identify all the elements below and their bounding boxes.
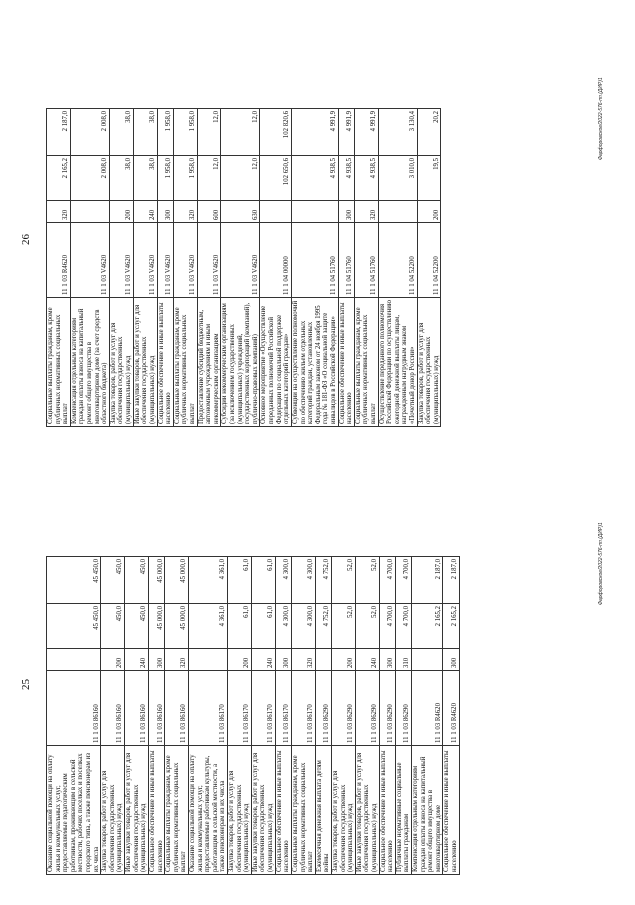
row-code: 11 1 03 86160 [47,671,101,746]
row-code: 11 1 03 86290 [315,671,331,746]
row-code: 11 1 03 R4620 [47,223,71,298]
row-description: Ежемесячная денежная выплата детям войны [315,746,331,875]
row-expense-type [47,649,101,671]
row-description: Закупка товаров, работ и услуг для обеспечения государственных (муниципальных) нужд [417,298,441,427]
row-value-2024: 1 958,0 [157,109,173,156]
row-code: 11 1 04 52200 [378,223,417,298]
row-expense-type [315,649,331,671]
row-code: 11 1 03 86170 [228,671,252,746]
row-description: Социальное обеспечение и иные выплаты населению [379,746,395,875]
row-value-2023: 4 700,0 [379,604,395,649]
row-code: 11 1 03 86170 [291,671,315,746]
row-expense-type [378,201,417,223]
row-code: 11 1 03 86290 [355,671,379,746]
page-number-26: 26 [20,234,32,245]
row-value-2023: 450,0 [125,604,149,649]
table-row [47,557,101,875]
row-description: Основное мероприятие «Осуществление переданных полномочий Российской Федерации по социальной поддержке отдельных категорий граждан» [260,298,291,427]
row-value-2024: 4 700,0 [379,557,395,604]
row-description: Предоставление субсидий бюджетным, автономным учреждениям и иным некоммерческим организациям [197,298,221,427]
row-description: Закупка товаров, работ и услуг для обеспечения государственных (муниципальных) нужд [228,746,252,875]
row-description: Иные закупки товаров, работ и услуг для обеспечения государственных (муниципальных) нужд [251,746,275,875]
table-row [251,557,275,875]
row-expense-type: 300 [275,649,291,671]
row-value-2024: 45 000,0 [148,557,164,604]
row-value-2024: 45 000,0 [165,557,189,604]
row-value-2024: 2 187,0 [412,557,443,604]
row-code: 11 1 03 R4620 [443,671,459,746]
row-expense-type: 600 [197,201,221,223]
row-value-2024: 20,2 [417,109,441,156]
row-code: 11 1 03 86170 [251,671,275,746]
table-row [379,557,395,875]
row-value-2023: 19,5 [417,156,441,201]
row-value-2024: 52,0 [331,557,355,604]
page-number-25: 25 [20,679,32,690]
row-value-2024: 4 752,0 [315,557,331,604]
row-value-2023: 52,0 [355,604,379,649]
row-code: 11 1 03 86290 [379,671,395,746]
row-value-2024: 450,0 [125,557,149,604]
row-description: Социальные выплаты гражданам, кроме публичных нормативных социальных выплат [173,298,197,427]
row-expense-type: 320 [291,649,315,671]
row-expense-type: 240 [125,649,149,671]
row-expense-type: 240 [251,649,275,671]
row-value-2023: 12,0 [221,156,260,201]
row-description: Иные закупки товаров, работ и услуг для обеспечения государственных (муниципальных) нужд [125,746,149,875]
table-row [331,557,355,875]
row-description: Социальные выплаты гражданам, кроме публичных нормативных социальных выплат [354,298,378,427]
row-code: 11 1 03 R4620 [412,671,443,746]
row-expense-type: 200 [109,201,133,223]
row-description: Иные закупки товаров, работ и услуг для обеспечения государственных (муниципальных) нужд [133,298,157,427]
row-value-2023: 45 000,0 [148,604,164,649]
row-value-2024: 450,0 [101,557,125,604]
row-code: 11 1 04 51760 [338,223,354,298]
table-row [197,109,221,427]
row-expense-type: 300 [148,649,164,671]
row-expense-type: 300 [379,649,395,671]
row-value-2024: 61,0 [228,557,252,604]
row-code: 11 1 03 86160 [148,671,164,746]
row-value-2023: 102 650,6 [260,156,291,201]
table-row [315,557,331,875]
row-expense-type: 320 [173,201,197,223]
table-row [70,109,109,427]
row-code: 11 1 03 86160 [165,671,189,746]
row-value-2023: 2 165,2 [443,604,459,649]
row-code: 11 1 03 86170 [275,671,291,746]
row-value-2023: 2 008,0 [70,156,109,201]
row-value-2024: 2 187,0 [47,109,71,156]
row-expense-type: 320 [354,201,378,223]
row-value-2024: 4 300,0 [291,557,315,604]
row-value-2024: 45 450,0 [47,557,101,604]
row-description: Осуществление переданного полномочия Российской Федерации по осуществлению ежегодной денежной выплаты лицам, награжденным нагрудным знаком «Почетный донор России» [378,298,417,427]
row-value-2024: 52,0 [355,557,379,604]
budget-table-page-26 [46,108,441,427]
row-description: Социальные выплаты гражданам, кроме публичных нормативных социальных выплат [291,746,315,875]
row-expense-type: 200 [101,649,125,671]
row-description: Социальное обеспечение и иные выплаты населению [443,746,459,875]
row-code: 11 1 03 86290 [395,671,411,746]
row-expense-type: 200 [228,649,252,671]
row-code: 11 1 03 V4620 [221,223,260,298]
row-description: Социальные выплаты гражданам, кроме публичных нормативных социальных выплат [165,746,189,875]
row-description: Социальное обеспечение и иные выплаты населению [275,746,291,875]
row-description: Публичные нормативные социальные выплаты гражданам [395,746,411,875]
footer-stamp-25: Фарфоровское/2022-576-пп.(ДИР)1 [598,522,604,605]
row-value-2023: 4 300,0 [275,604,291,649]
row-value-2024: 2 008,0 [70,109,109,156]
table-row [275,557,291,875]
row-description: Оказание социальной помощи на оплату жилья и коммунальных услуг, предоставляемые педагогическим работникам, проживающим в сельской местности, рабочих поселках и поселках городского типа, а также пенсионерам из их числа [47,746,101,875]
table-row [125,557,149,875]
table-row [47,109,71,427]
row-description: Субвенции на осуществление полномочий по обеспечению жильем отдельных категорий граждан, установленных Федеральным законом от 24 ноября 1995 года № 181-ФЗ «О социальной защите инвалидов в Российской Федерации» [291,298,338,427]
budget-table-page-25 [46,556,460,875]
row-description: Закупка товаров, работ и услуг для обеспечения государственных (муниципальных) нужд [109,298,133,427]
row-code: 11 1 04 51760 [291,223,338,298]
row-expense-type: 320 [165,649,189,671]
row-code: 11 1 03 86160 [101,671,125,746]
row-value-2023: 2 165,2 [412,604,443,649]
row-value-2024: 4 300,0 [275,557,291,604]
row-description: Субсидии некоммерческим организациям (за исключением государственных (муниципальных) учреждений, государственных корпораций (компаний), публично-правовых компаний) [221,298,260,427]
row-value-2024: 102 820,6 [260,109,291,156]
row-value-2023: 4 700,0 [395,604,411,649]
row-value-2024: 4 991,9 [291,109,338,156]
row-value-2023: 38,0 [109,156,133,201]
row-value-2023: 4 938,5 [291,156,338,201]
row-value-2024: 12,0 [197,109,221,156]
row-value-2023: 450,0 [101,604,125,649]
row-code: 11 1 03 V4620 [197,223,221,298]
table-row [157,109,173,427]
row-expense-type: 200 [417,201,441,223]
row-expense-type: 310 [395,649,411,671]
table-row [228,557,252,875]
row-value-2023: 4 752,0 [315,604,331,649]
table-row [378,109,417,427]
row-description: Закупка товаров, работ и услуг для обеспечения государственных (муниципальных) нужд [331,746,355,875]
row-value-2024: 12,0 [221,109,260,156]
table-row [443,557,459,875]
row-value-2023: 3 010,0 [378,156,417,201]
row-expense-type [260,201,291,223]
table-row [109,109,133,427]
row-expense-type [291,201,338,223]
row-description: Оказание социальной помощи на оплату жилья и коммунальных услуг, предоставляемые работникам культуры, работающим в сельской местности, а также пенсионерам из их числа [188,746,227,875]
row-value-2024: 38,0 [133,109,157,156]
row-code: 11 1 03 86290 [331,671,355,746]
row-value-2023: 61,0 [251,604,275,649]
row-expense-type: 240 [355,649,379,671]
row-expense-type [188,649,227,671]
row-value-2024: 1 958,0 [173,109,197,156]
table-row [291,109,338,427]
row-value-2024: 38,0 [109,109,133,156]
row-description: Социальное обеспечение и иные выплаты населению [148,746,164,875]
table-row [355,557,379,875]
row-expense-type: 200 [331,649,355,671]
row-code: 11 1 03 V4620 [70,223,109,298]
row-value-2023: 4 938,5 [354,156,378,201]
row-value-2024: 4 361,0 [188,557,227,604]
row-value-2023: 1 958,0 [157,156,173,201]
row-value-2024: 3 130,4 [378,109,417,156]
row-code: 11 1 03 V4620 [133,223,157,298]
row-expense-type [412,649,443,671]
row-code: 11 1 03 86170 [188,671,227,746]
table-row [354,109,378,427]
table-row [417,109,441,427]
row-code: 11 1 03 V4620 [109,223,133,298]
row-expense-type: 630 [221,201,260,223]
row-value-2023: 4 938,5 [338,156,354,201]
row-value-2024: 61,0 [251,557,275,604]
row-expense-type: 300 [157,201,173,223]
table-row [188,557,227,875]
row-code: 11 1 03 86160 [125,671,149,746]
row-description: Социальное обеспечение и иные выплаты населению [338,298,354,427]
row-description: Закупка товаров, работ и услуг для обеспечения государственных (муниципальных) нужд [101,746,125,875]
row-expense-type [70,201,109,223]
footer-stamp-26: Фарфоровское/2022-576-пп.(ДИР)1 [598,77,604,160]
row-value-2024: 4 700,0 [395,557,411,604]
row-code: 11 1 04 00000 [260,223,291,298]
table-row [165,557,189,875]
table-row [395,557,411,875]
table-row [133,109,157,427]
row-description: Компенсация отдельным категориям граждан оплаты взноса на капитальный ремонт общего имущества в многоквартирном доме (за счет средств областного бюджета) [70,298,109,427]
row-code: 11 1 03 V4620 [173,223,197,298]
row-value-2023: 1 958,0 [173,156,197,201]
row-expense-type: 300 [443,649,459,671]
table-row [101,557,125,875]
row-value-2024: 4 991,9 [354,109,378,156]
row-value-2023: 45 450,0 [47,604,101,649]
row-value-2023: 4 300,0 [291,604,315,649]
row-value-2023: 2 165,2 [47,156,71,201]
row-code: 11 1 03 V4620 [157,223,173,298]
table-row [338,109,354,427]
row-value-2023: 12,0 [197,156,221,201]
table-row [291,557,315,875]
table-row [412,557,443,875]
row-value-2023: 52,0 [331,604,355,649]
row-value-2023: 38,0 [133,156,157,201]
table-row [173,109,197,427]
row-value-2023: 61,0 [228,604,252,649]
row-expense-type: 300 [338,201,354,223]
row-description: Иные закупки товаров, работ и услуг для обеспечения государственных (муниципальных) нужд [355,746,379,875]
table-row [221,109,260,427]
row-code: 11 1 04 51760 [354,223,378,298]
row-description: Компенсация отдельным категориям граждан оплаты взноса на капитальный ремонт общего имущества в многоквартирном доме [412,746,443,875]
row-value-2023: 4 361,0 [188,604,227,649]
row-value-2024: 4 991,9 [338,109,354,156]
table-row [260,109,291,427]
row-expense-type: 320 [47,201,71,223]
row-value-2024: 2 187,0 [443,557,459,604]
row-value-2023: 45 000,0 [165,604,189,649]
row-code: 11 1 04 52200 [417,223,441,298]
table-row [148,557,164,875]
row-description: Социальные выплаты гражданам, кроме публичных нормативных социальных выплат [47,298,71,427]
row-description: Социальное обеспечение и иные выплаты населению [157,298,173,427]
row-expense-type: 240 [133,201,157,223]
